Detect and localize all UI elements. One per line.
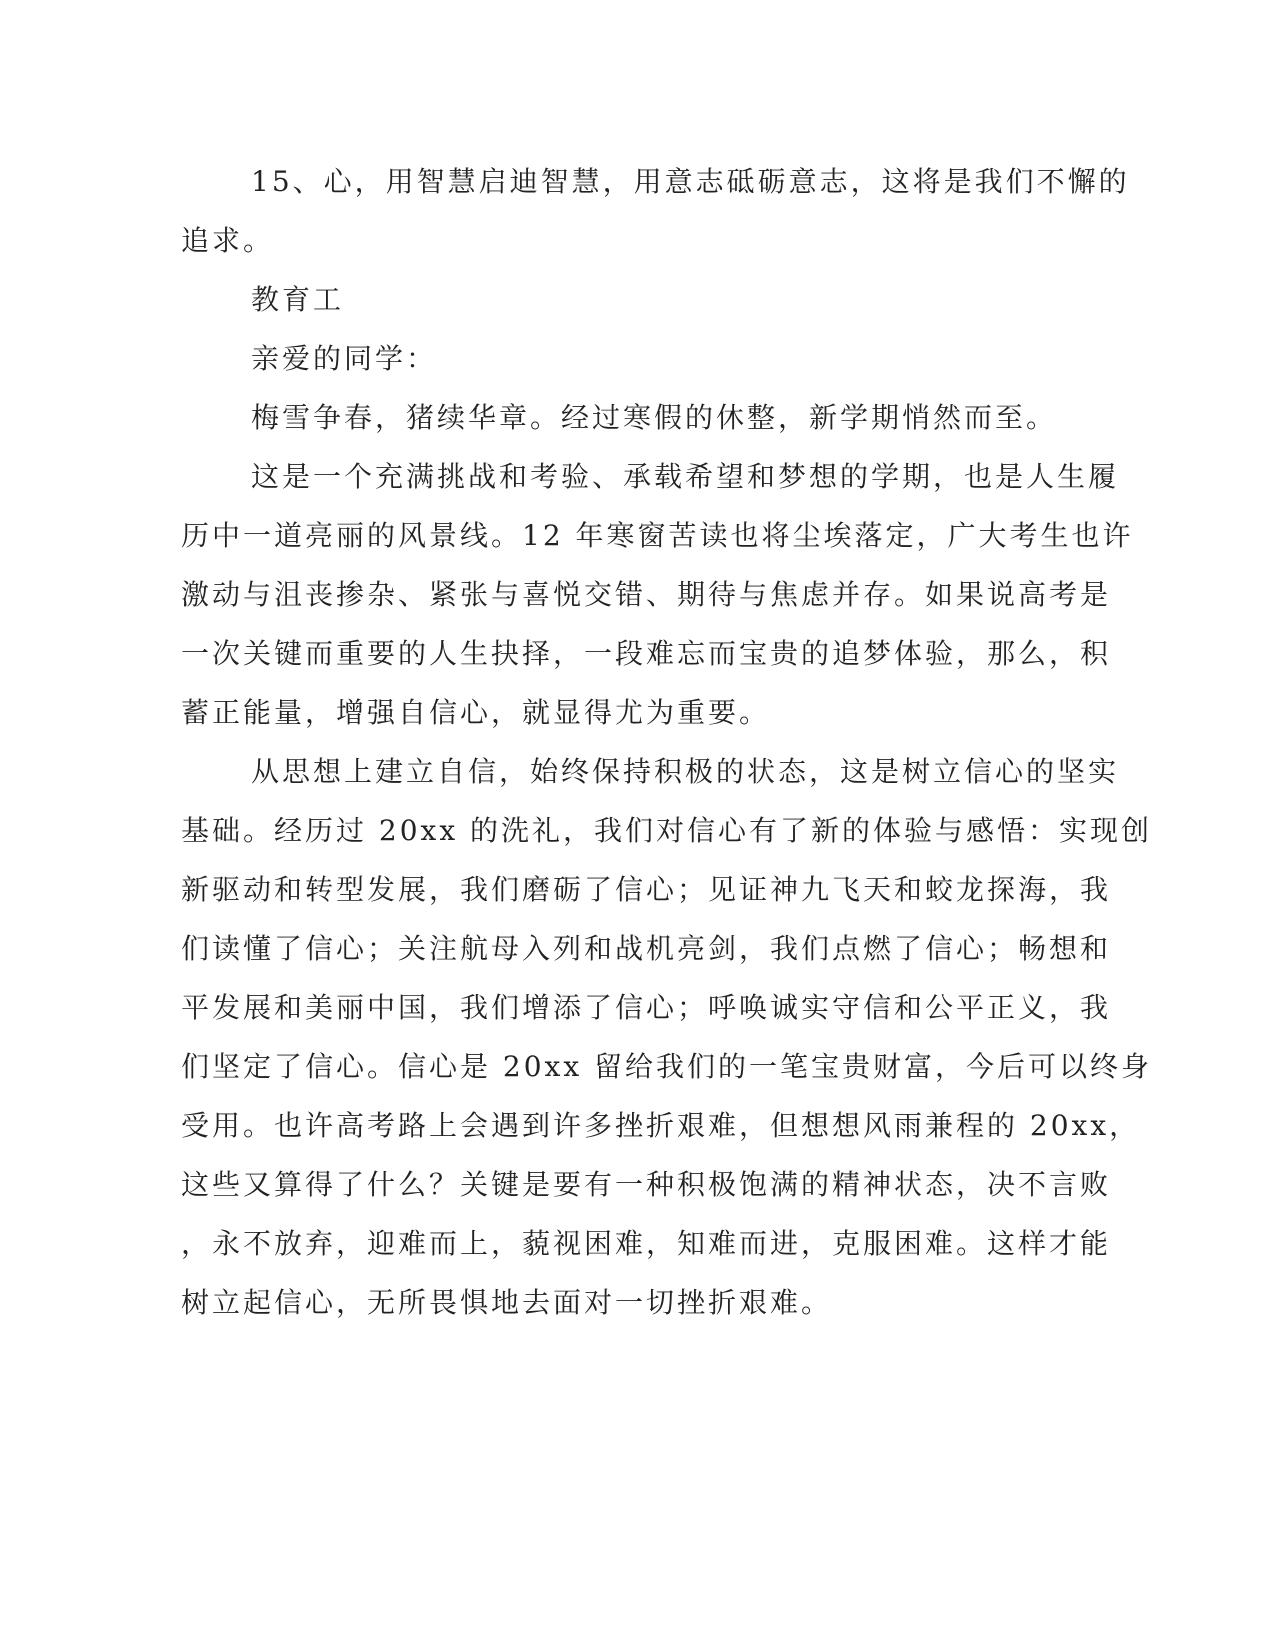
- text-line: 追求。: [181, 224, 275, 257]
- text-line: 梅雪争春，猪续华章。经过寒假的休整，新学期悄然而至。: [251, 401, 1058, 434]
- text-line: 这些又算得了什么？关键是要有一种积极饱满的精神状态，决不言败: [181, 1168, 1112, 1201]
- text-line: 一次关键而重要的人生抉择，一段难忘而宝贵的追梦体验，那么，积: [181, 637, 1112, 670]
- text-line: 树立起信心，无所畏惧地去面对一切挫折艰难。: [181, 1286, 833, 1319]
- text-line: 平发展和美丽中国，我们增添了信心；呼唤诚实守信和公平正义，我: [181, 991, 1112, 1024]
- text-line: 们读懂了信心；关注航母入列和战机亮剑，我们点燃了信心；畅想和: [181, 932, 1112, 965]
- text-line: 基础。经历过 20xx 的洗礼，我们对信心有了新的体验与感悟：实现创: [181, 814, 1153, 847]
- text-line: 历中一道亮丽的风景线。12 年寒窗苦读也将尘埃落定，广大考生也许: [181, 519, 1134, 552]
- text-line: 15、心，用智慧启迪智慧，用意志砥砺意志，这将是我们不懈的: [251, 165, 1130, 198]
- text-line: 们坚定了信心。信心是 20xx 留给我们的一笔宝贵财富，今后可以终身: [181, 1050, 1153, 1083]
- text-line: 新驱动和转型发展，我们磨砺了信心；见证神九飞天和蛟龙探海，我: [181, 873, 1112, 906]
- text-line: 激动与沮丧掺杂、紧张与喜悦交错、期待与焦虑并存。如果说高考是: [181, 578, 1112, 611]
- text-line: 受用。也许高考路上会遇到许多挫折艰难，但想想风雨兼程的 20xx，: [181, 1109, 1141, 1142]
- text-line: 蓄正能量，增强自信心，就显得尤为重要。: [181, 696, 771, 729]
- text-line: ，永不放弃，迎难而上，藐视困难，知难而进，克服困难。这样才能: [181, 1227, 1112, 1260]
- document-body: [181, 152, 1153, 1332]
- text-line: 这是一个充满挑战和考验、承载希望和梦想的学期，也是人生履: [251, 460, 1120, 493]
- text-line: 从思想上建立自信，始终保持积极的状态，这是树立信心的坚实: [251, 755, 1120, 788]
- text-line: 教育工: [251, 283, 345, 316]
- text-line: 亲爱的同学：: [251, 342, 438, 375]
